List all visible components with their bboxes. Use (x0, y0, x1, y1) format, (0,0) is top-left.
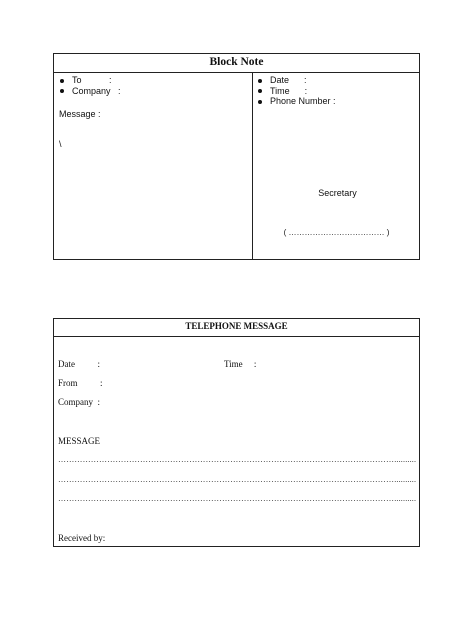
to-label: To : (72, 75, 112, 85)
message-field[interactable]: \ (59, 139, 62, 149)
tm-received-by-label: Received by: (58, 533, 106, 543)
block-note-right-panel (252, 72, 419, 259)
time-field[interactable] (256, 86, 336, 97)
tm-date-label: Date : (58, 359, 100, 369)
date-label: Date : (270, 75, 307, 85)
block-note-details-list (256, 75, 336, 107)
tm-company-label: Company : (58, 397, 100, 407)
bullet-icon (258, 89, 262, 93)
block-note-recipient-list (58, 75, 121, 96)
to-field[interactable] (58, 75, 121, 86)
block-note-left-panel (54, 72, 253, 259)
message-label: Message : (59, 109, 101, 119)
tm-time-label: Time : (224, 359, 257, 369)
tm-from-label: From : (58, 378, 103, 388)
phone-number-label: Phone Number : (270, 96, 336, 106)
bullet-icon (60, 89, 64, 93)
bullet-icon (258, 79, 262, 83)
signature-line[interactable]: ( ……………………………… ) (283, 228, 390, 237)
secretary-label: Secretary (318, 188, 357, 198)
phone-number-field[interactable] (256, 96, 336, 107)
block-note-title: Block Note (54, 54, 419, 73)
date-field[interactable] (256, 75, 336, 86)
time-label: Time : (270, 85, 308, 96)
tm-message-line[interactable]: …………………………………………………………………………………………………………….......... (58, 455, 417, 464)
telephone-message-form (53, 318, 420, 547)
bullet-icon (258, 100, 262, 104)
tm-message-line[interactable]: …………………………………………………………………………………………………………….......... (58, 475, 417, 484)
company-field[interactable] (58, 86, 121, 97)
company-label: Company : (72, 85, 121, 96)
tm-message-line[interactable]: …………………………………………………………………………………………………………….......... (58, 494, 417, 503)
bullet-icon (60, 79, 64, 83)
telephone-message-title: TELEPHONE MESSAGE (54, 319, 419, 337)
block-note-form (53, 53, 420, 260)
tm-message-label: MESSAGE (58, 436, 101, 446)
